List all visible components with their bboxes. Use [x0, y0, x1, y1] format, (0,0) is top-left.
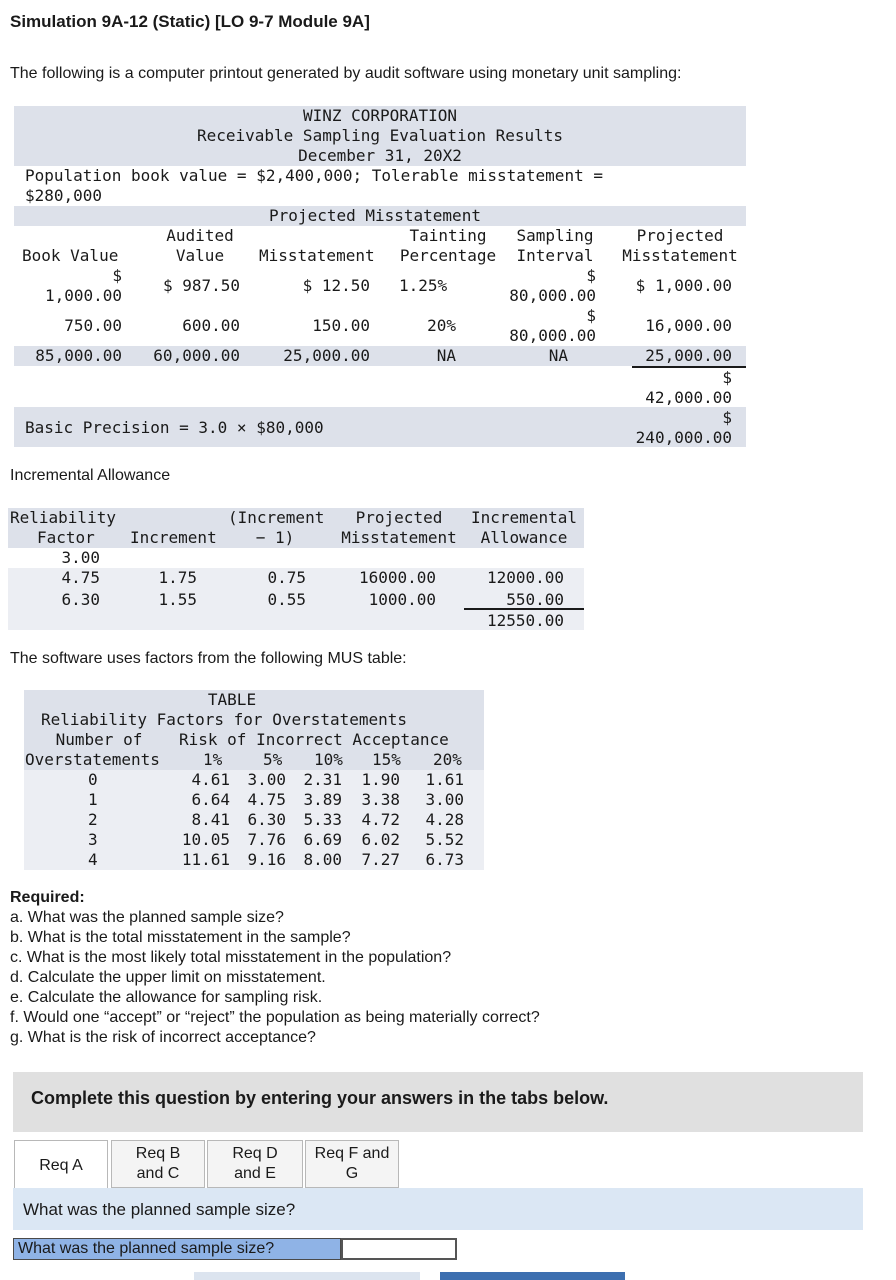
col-projected-l2: Misstatement: [341, 528, 457, 547]
row1-interval-dollar: $: [586, 266, 596, 285]
basic-precision-label: Basic Precision = 3.0 × $80,000: [25, 418, 324, 437]
population-line: Population book value = $2,400,000; Tolerable misstatement =: [25, 166, 603, 185]
row1-book-dollar: $: [112, 266, 122, 285]
row2-projected: 16,000.00: [645, 316, 732, 335]
inc-row-increment: 1.55: [158, 590, 197, 609]
projected-total: 42,000.00: [645, 388, 732, 407]
intro-text: The following is a computer printout generated by audit software using monetary unit sampling:: [10, 65, 682, 82]
inc-row-allowance: 12000.00: [486, 568, 564, 587]
row3-projected: 25,000.00: [632, 346, 746, 368]
mus-cell: 11.61: [181, 850, 230, 869]
tab-label: and E: [234, 1165, 276, 1182]
mus-row-n: 4: [88, 850, 98, 869]
mus-cell: 7.76: [247, 830, 286, 849]
mus-row-n: 1: [88, 790, 98, 809]
mus-row-n: 0: [88, 770, 98, 789]
population-line-cont: $280,000: [25, 186, 103, 205]
mus-cell: 6.02: [361, 830, 400, 849]
mus-cell: 6.69: [303, 830, 342, 849]
mus-cell: 4.72: [361, 810, 400, 829]
row1-book-value: 1,000.00: [44, 286, 122, 305]
projected-total-dollar: $: [722, 368, 732, 387]
mus-cell: 2.31: [303, 770, 342, 789]
required-heading: Required:: [10, 889, 85, 906]
required-item: d. Calculate the upper limit on misstatement.: [10, 969, 326, 986]
col-reliability-l1: Reliability: [10, 508, 116, 527]
required-item: b. What is the total misstatement in the sample?: [10, 929, 351, 946]
mus-cell: 7.27: [361, 850, 400, 869]
inc-row-factor: 4.75: [61, 568, 100, 587]
tab-label: Req D: [232, 1145, 278, 1162]
prev-tab-button[interactable]: [194, 1272, 420, 1280]
mus-risk-level: 1%: [203, 750, 223, 769]
mus-row-n: 3: [88, 830, 98, 849]
mus-cell: 3.38: [361, 790, 400, 809]
instructions-banner: [13, 1072, 863, 1132]
row3-interval: NA: [548, 346, 568, 365]
report-date: December 31, 20X2: [298, 146, 462, 165]
tab-label: G: [345, 1165, 359, 1182]
inc-row-factor: 6.30: [61, 590, 100, 609]
row2-audited: 600.00: [182, 316, 240, 335]
row3-tainting: NA: [436, 346, 456, 365]
incremental-heading: Incremental Allowance: [10, 467, 171, 484]
inc-row-increment: 1.75: [158, 568, 197, 587]
mus-cell: 6.30: [247, 810, 286, 829]
basic-precision-value: 240,000.00: [635, 428, 732, 447]
col-interval-l2: Interval: [516, 246, 594, 265]
inc-row-factor: 3.00: [61, 548, 100, 567]
mus-risk-level: 10%: [314, 750, 343, 769]
col-book-value: Book Value: [22, 246, 119, 265]
mus-col-risk: Risk of Incorrect Acceptance: [179, 730, 449, 749]
planned-sample-size-input[interactable]: [341, 1238, 457, 1260]
basic-precision-dollar: $: [722, 408, 732, 427]
mus-risk-level: 15%: [372, 750, 401, 769]
mus-cell: 3.00: [247, 770, 286, 789]
col-inc-minus-l1: (Increment: [228, 508, 325, 527]
mus-col-num-l2: Overstatements: [25, 750, 160, 769]
inc-row-allowance: 550.00: [464, 588, 584, 610]
required-item: e. Calculate the allowance for sampling risk.: [10, 989, 323, 1006]
mus-cell: 4.61: [191, 770, 230, 789]
tab-req-d-and-e[interactable]: [207, 1140, 303, 1188]
mus-intro: The software uses factors from the following MUS table:: [10, 650, 407, 667]
row2-tainting: 20%: [427, 316, 456, 335]
page-title: Simulation 9A-12 (Static) [LO 9-7 Module 9A]: [10, 12, 370, 31]
tab-label: Req F and: [314, 1145, 390, 1162]
banner-text: Complete this question by entering your answers in the tabs below.: [31, 1088, 609, 1108]
mus-cell: 3.00: [425, 790, 464, 809]
mus-table-word: TABLE: [207, 690, 257, 709]
row2-book-value: 750.00: [64, 316, 122, 335]
row2-interval: 80,000.00: [509, 326, 596, 345]
incremental-total: 12550.00: [486, 611, 564, 630]
mus-cell: 9.16: [247, 850, 286, 869]
row3-book-value: 85,000.00: [35, 346, 122, 365]
mus-cell: 4.28: [425, 810, 464, 829]
mus-cell: 6.64: [191, 790, 230, 809]
mus-cell: 3.89: [303, 790, 342, 809]
tab-label: Req B: [135, 1145, 181, 1162]
col-projected-l1: Projected: [636, 226, 724, 245]
row1-tainting: 1.25%: [399, 276, 448, 295]
mus-cell: 6.73: [425, 850, 464, 869]
next-tab-button[interactable]: [440, 1272, 625, 1280]
required-item: g. What is the risk of incorrect acceptance?: [10, 1029, 316, 1046]
question-text: What was the planned sample size?: [23, 1200, 296, 1219]
tab-label: Req A: [39, 1156, 83, 1174]
inc-row-inc-minus: 0.75: [267, 568, 306, 587]
mus-cell: 10.05: [181, 830, 230, 849]
tab-label: and C: [136, 1165, 180, 1182]
required-section: [10, 888, 540, 1048]
required-item: f. Would one “accept” or “reject” the population as being materially correct?: [10, 1009, 540, 1026]
row1-projected: $ 1,000.00: [635, 276, 732, 295]
col-projected-l2: Misstatement: [622, 246, 738, 265]
mus-cell: 5.33: [303, 810, 342, 829]
required-item: c. What is the most likely total misstatement in the population?: [10, 949, 452, 966]
inc-row-inc-minus: 0.55: [267, 590, 306, 609]
col-allowance-l1: Incremental: [471, 508, 577, 527]
mus-table-title: Reliability Factors for Overstatements: [41, 710, 408, 729]
question-strip: [13, 1188, 863, 1230]
row1-audited: $ 987.50: [162, 276, 240, 295]
report-title: Receivable Sampling Evaluation Results: [196, 126, 564, 145]
inc-row-projected: 1000.00: [368, 590, 436, 609]
tab-req-b-and-c[interactable]: [111, 1140, 205, 1188]
mus-cell: 1.90: [361, 770, 400, 789]
mus-cell: 8.41: [191, 810, 230, 829]
col-tainting-l2: Percentage: [399, 246, 497, 265]
mus-row-n: 2: [88, 810, 98, 829]
row2-misstatement: 150.00: [312, 316, 370, 335]
required-item: a. What was the planned sample size?: [10, 909, 284, 926]
row1-interval: 80,000.00: [509, 286, 596, 305]
answer-label: What was the planned sample size?: [13, 1238, 341, 1260]
col-reliability-l2: Factor: [37, 528, 95, 547]
tab-req-a[interactable]: [14, 1140, 108, 1190]
inc-row-projected: 16000.00: [358, 568, 436, 587]
mus-risk-level: 20%: [433, 750, 462, 769]
company-name: WINZ CORPORATION: [302, 106, 458, 125]
mus-cell: 8.00: [303, 850, 342, 869]
col-projected-l1: Projected: [355, 508, 443, 527]
col-audited-l1: Audited: [166, 226, 234, 245]
mus-col-num-l1: Number of: [55, 730, 143, 749]
row3-audited: 60,000.00: [153, 346, 240, 365]
col-interval-l1: Sampling: [516, 226, 594, 245]
col-inc-minus-l2: − 1): [255, 528, 295, 547]
projected-misstatement-group-header: Projected Misstatement: [269, 206, 481, 225]
row3-misstatement: 25,000.00: [283, 346, 370, 365]
col-allowance-l2: Allowance: [480, 528, 568, 547]
col-tainting-l1: Tainting: [409, 226, 487, 245]
row1-misstatement: $ 12.50: [302, 276, 370, 295]
mus-cell: 1.61: [425, 770, 464, 789]
mus-cell: 5.52: [425, 830, 464, 849]
tab-req-f-and-g[interactable]: [305, 1140, 399, 1188]
col-increment: Increment: [130, 528, 217, 547]
row2-interval-dollar: $: [586, 306, 596, 325]
mus-risk-level: 5%: [263, 750, 283, 769]
col-misstatement: Misstatement: [259, 246, 375, 265]
col-audited-l2: Value: [175, 246, 225, 265]
mus-cell: 4.75: [247, 790, 286, 809]
